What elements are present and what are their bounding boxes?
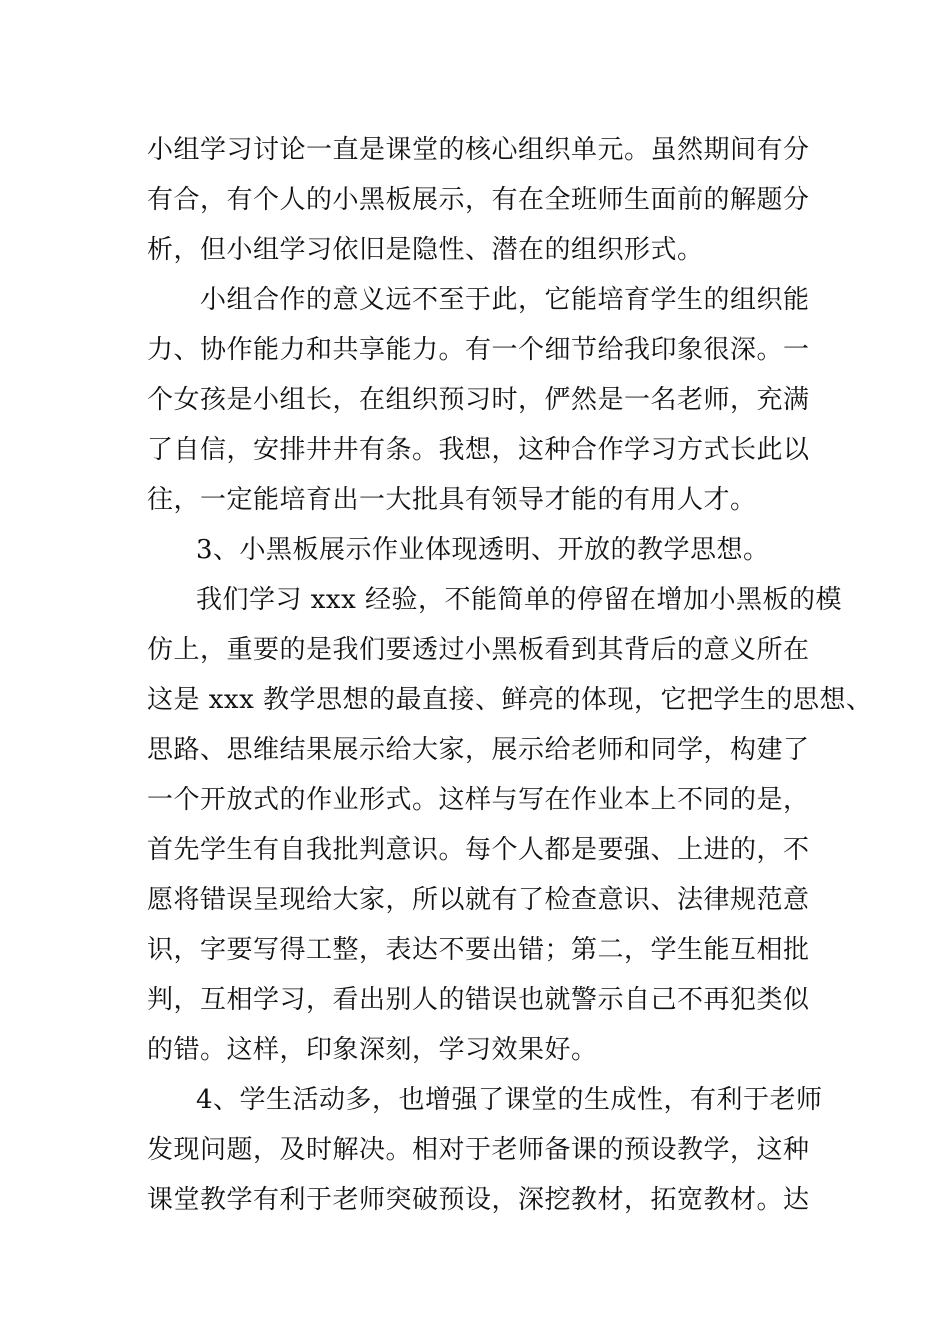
text-line-19: 的错。这样，印象深刻，学习效果好。 [147,1035,598,1065]
text-line-22: 课堂教学有利于老师突破预设，深挖教材，拓宽教材。达 [147,1185,810,1215]
text-line-15: 首先学生有自我批判意识。每个人都是要强、上进的，不 [147,835,810,865]
text-line-16: 愿将错误呈现给大家，所以就有了检查意识、法律规范意 [147,885,810,915]
text-line-4: 小组合作的意义远不至于此，它能培育学生的组织能 [200,285,810,315]
section-heading-3: 3、小黑板展示作业体现透明、开放的教学思想。 [196,535,770,565]
text-line-7: 了自信，安排井井有条。我想，这种合作学习方式长此以 [147,435,810,465]
text-line-13: 思路、思维结果展示给大家，展示给老师和同学，构建了 [147,735,810,765]
text-line-21: 发现问题，及时解决。相对于老师备课的预设教学，这种 [147,1135,810,1165]
text-line-18: 判，互相学习，看出别人的错误也就警示自己不再犯类似 [147,985,810,1015]
text-line-14: 一个开放式的作业形式。这样与写在作业本上不同的是， [147,785,810,815]
text-line-3: 析，但小组学习依旧是隐性、潜在的组织形式。 [147,235,704,265]
text-line-10: 我们学习 xxx 经验，不能简单的停留在增加小黑板的模 [196,585,843,615]
text-line-6: 个女孩是小组长，在组织预习时，俨然是一名老师，充满 [147,385,810,415]
text-line-11: 仿上，重要的是我们要透过小黑板看到其背后的意义所在 [147,635,810,665]
text-line-8: 往，一定能培育出一大批具有领导才能的有用人才。 [147,485,757,515]
text-line-12: 这是 xxx 教学思想的最直接、鲜亮的体现，它把学生的思想、 [147,685,873,715]
text-line-1: 小组学习讨论一直是课堂的核心组织单元。虽然期间有分 [147,135,810,165]
text-line-17: 识，字要写得工整，表达不要出错；第二，学生能互相批 [147,935,810,965]
section-heading-4: 4、学生活动多，也增强了课堂的生成性，有利于老师 [196,1085,823,1115]
text-line-2: 有合，有个人的小黑板展示，有在全班师生面前的解题分 [147,185,810,215]
text-line-5: 力、协作能力和共享能力。有一个细节给我印象很深。一 [147,335,810,365]
